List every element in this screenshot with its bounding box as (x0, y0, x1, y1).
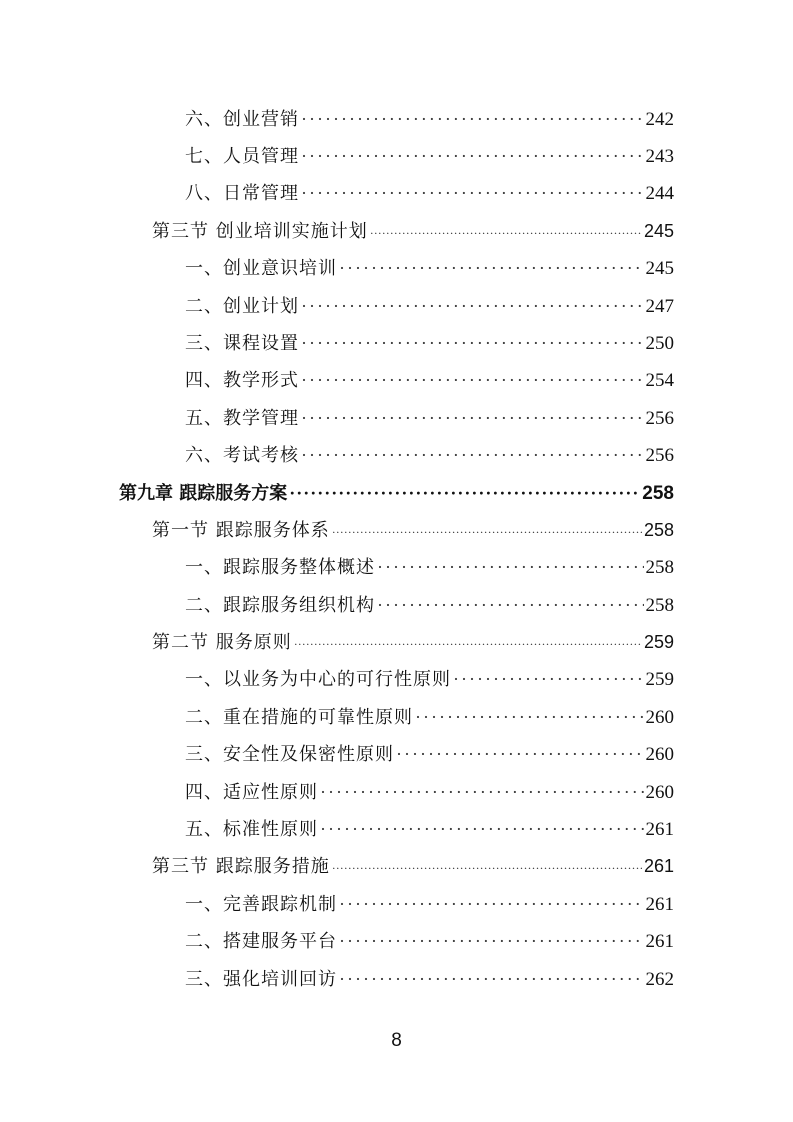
toc-entry-title: 第九章 跟踪服务方案 (119, 483, 288, 504)
toc-entry-title: 第二节 服务原则 (152, 632, 292, 653)
toc-entry-page: 258 (645, 595, 674, 616)
toc-entry-title: 四、适应性原则 (185, 782, 318, 803)
toc-entry[interactable] (185, 964, 674, 994)
toc-entry-page: 245 (643, 221, 674, 241)
dot-leader (377, 552, 644, 582)
toc-entry[interactable] (185, 328, 674, 358)
toc-entry-title: 第三节 创业培训实施计划 (152, 221, 368, 242)
dot-leader (320, 814, 644, 844)
dot-leader (339, 964, 644, 994)
toc-entry[interactable] (185, 141, 674, 171)
dot-leader (453, 664, 644, 694)
toc-entry-title: 二、重在措施的可靠性原则 (185, 707, 413, 728)
toc-section[interactable] (152, 216, 674, 246)
dot-leader (396, 739, 644, 769)
toc-entry-title: 二、创业计划 (185, 296, 299, 317)
toc-entry-title: 第一节 跟踪服务体系 (152, 520, 330, 541)
toc-chapter[interactable] (119, 478, 674, 508)
dot-leader (301, 365, 644, 395)
dot-leader (301, 104, 644, 134)
toc-entry-title: 四、教学形式 (185, 370, 299, 391)
toc-entry[interactable] (185, 926, 674, 956)
toc-entry-page: 243 (645, 146, 674, 167)
toc-entry-page: 254 (645, 370, 674, 391)
page-number: 8 (391, 1030, 402, 1051)
toc-entry-page: 245 (645, 258, 674, 279)
toc-entry-title: 六、考试考核 (185, 445, 299, 466)
toc-entry[interactable] (185, 365, 674, 395)
toc-entry[interactable] (185, 889, 674, 919)
toc-entry[interactable] (185, 403, 674, 433)
toc-entry-page: 262 (645, 969, 674, 990)
toc-entry-page: 258 (643, 520, 674, 540)
dot-leader (301, 141, 644, 171)
toc-entry[interactable] (185, 552, 674, 582)
toc-entry[interactable] (185, 178, 674, 208)
toc-entry-title: 三、安全性及保密性原则 (185, 744, 394, 765)
toc-entry-page: 259 (643, 632, 674, 652)
toc-entry-page: 260 (645, 782, 674, 803)
dot-leader (301, 440, 644, 470)
dot-leader (332, 517, 642, 547)
toc-entry-page: 260 (645, 744, 674, 765)
toc-entry-page: 244 (645, 183, 674, 204)
toc-entry-page: 259 (645, 669, 674, 690)
dot-leader (294, 629, 642, 659)
dot-leader (320, 777, 644, 807)
toc-entry-title: 第三节 跟踪服务措施 (152, 856, 330, 877)
toc-entry-page: 256 (645, 445, 674, 466)
toc-entry-title: 八、日常管理 (185, 183, 299, 204)
toc-entry-title: 五、标准性原则 (185, 819, 318, 840)
toc-entry-title: 五、教学管理 (185, 408, 299, 429)
dot-leader (370, 218, 642, 248)
toc-section[interactable] (152, 851, 674, 881)
toc-section[interactable] (152, 627, 674, 657)
toc-entry-title: 一、以业务为中心的可行性原则 (185, 669, 451, 690)
toc-entry-title: 七、人员管理 (185, 146, 299, 167)
dot-leader (301, 403, 644, 433)
toc-entry[interactable] (185, 664, 674, 694)
toc-entry-title: 一、创业意识培训 (185, 258, 337, 279)
toc-entry-page: 261 (645, 894, 674, 915)
toc-entry-page: 261 (643, 856, 674, 876)
toc-entry-page: 250 (645, 333, 674, 354)
dot-leader (339, 253, 644, 283)
dot-leader (339, 889, 644, 919)
toc-entry-title: 六、创业营销 (185, 109, 299, 130)
dot-leader (301, 178, 644, 208)
toc-entry-page: 256 (645, 408, 674, 429)
dot-leader (289, 478, 640, 508)
toc-section[interactable] (152, 515, 674, 545)
toc-entry[interactable] (185, 291, 674, 321)
toc-entry-page: 242 (645, 109, 674, 130)
toc-entry[interactable] (185, 104, 674, 134)
toc-entry-page: 261 (645, 931, 674, 952)
toc-entry-title: 一、跟踪服务整体概述 (185, 557, 375, 578)
toc-entry-title: 三、课程设置 (185, 333, 299, 354)
toc-entry-page: 247 (645, 296, 674, 317)
toc-entry[interactable] (185, 739, 674, 769)
toc-entry[interactable] (185, 590, 674, 620)
toc-entry-page: 261 (645, 819, 674, 840)
toc-entry[interactable] (185, 253, 674, 283)
dot-leader (301, 328, 644, 358)
toc-entry-title: 二、搭建服务平台 (185, 931, 337, 952)
dot-leader (301, 291, 644, 321)
toc-entry-title: 二、跟踪服务组织机构 (185, 595, 375, 616)
toc-entry-page: 258 (645, 557, 674, 578)
dot-leader (377, 590, 644, 620)
toc-entry[interactable] (185, 440, 674, 470)
toc-entry-title: 三、强化培训回访 (185, 969, 337, 990)
toc-entry[interactable] (185, 814, 674, 844)
dot-leader (339, 926, 644, 956)
toc-entry-title: 一、完善跟踪机制 (185, 894, 337, 915)
toc-entry[interactable] (185, 777, 674, 807)
dot-leader (415, 702, 644, 732)
toc-entry[interactable] (185, 702, 674, 732)
toc-entry-page: 260 (645, 707, 674, 728)
toc-entry-page: 258 (642, 483, 674, 504)
dot-leader (332, 853, 642, 883)
